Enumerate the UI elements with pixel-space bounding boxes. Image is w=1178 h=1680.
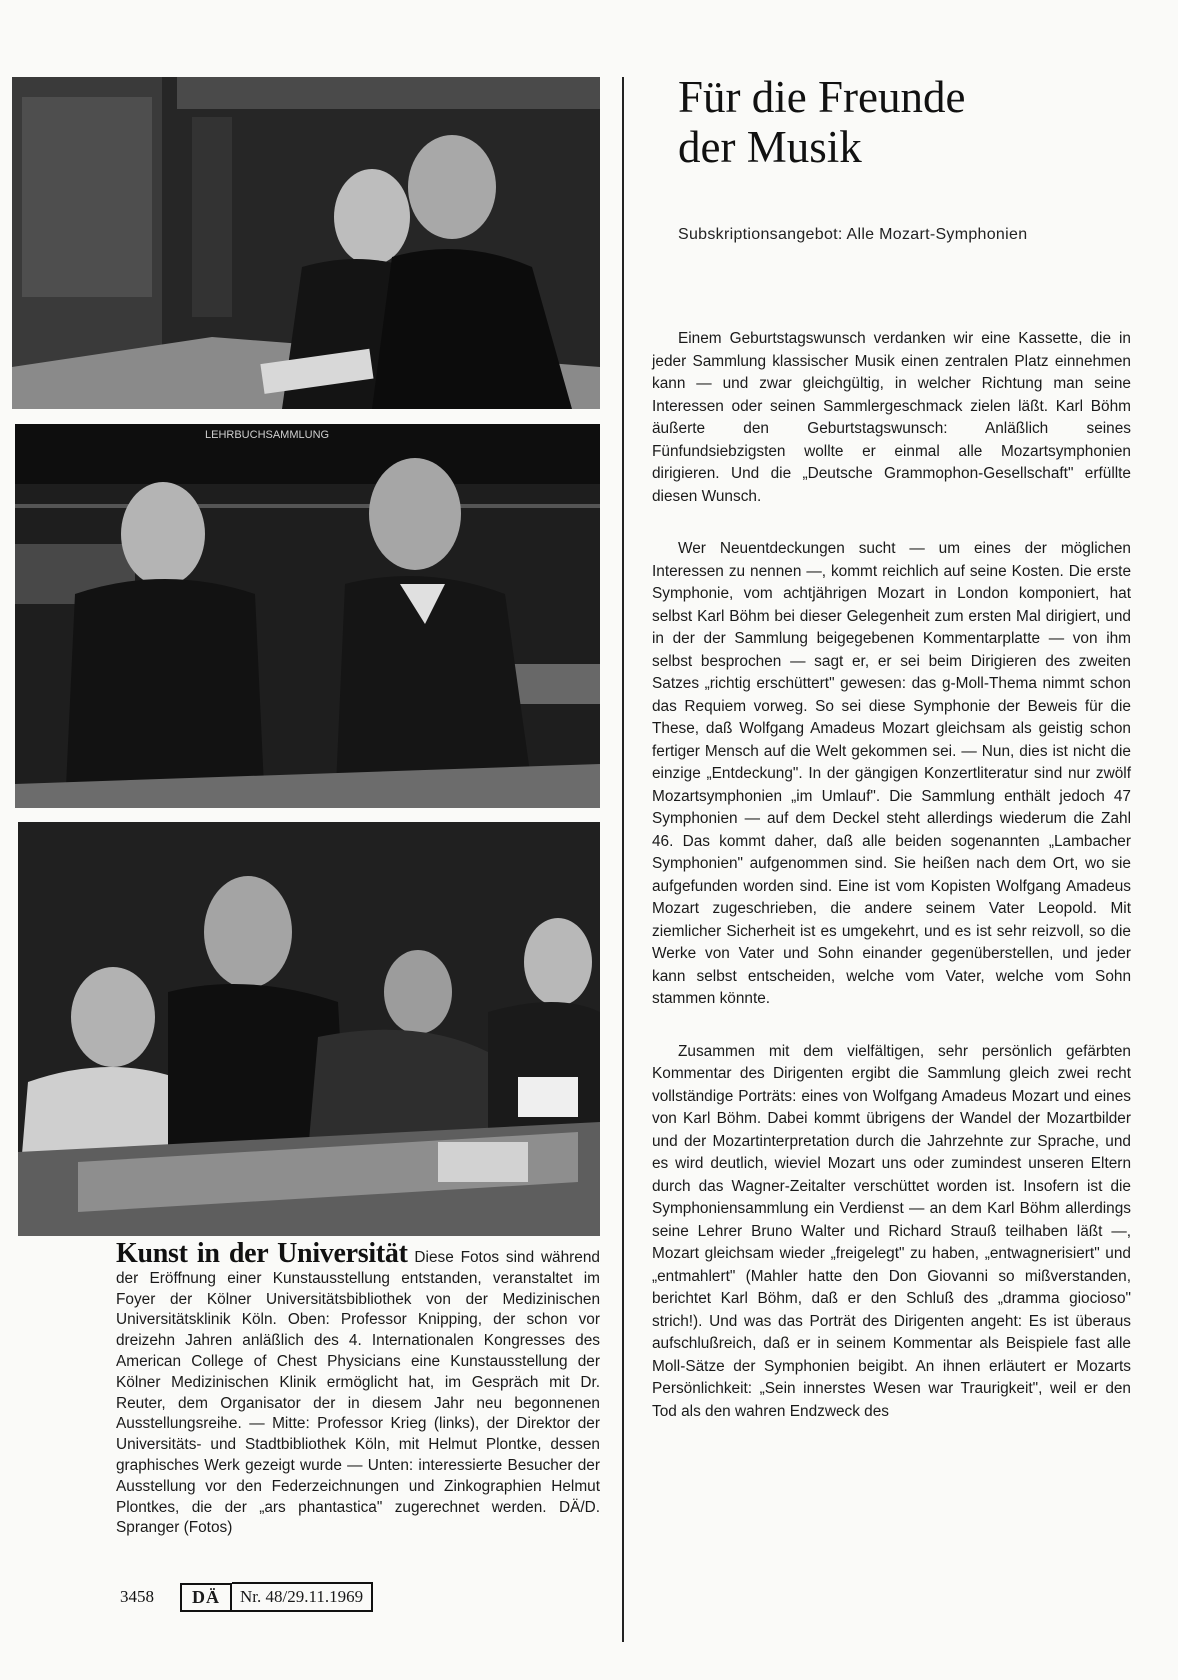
article-paragraph: Wer Neuentdeckungen sucht — um eines der möglichen Interessen zu nennen —, kommt reichlich auf seine Kosten. Die erste Symphonie, vom achtjährigen Mozart in London komponiert, hat selbst Karl Böhm bei dieser Gelegenheit zum ersten Mal dirigiert, und in der der Sammlung beigegebenen Kommentarplatte — von ihm selbst besprochen — sagt er, er sei beim Dirigieren des zweiten Satzes „richtig erschüttert" gewesen: das g-Moll-Thema nimmt schon das Requiem vorweg. So sei diese Symphonie der Beweis für die These, daß Wolfgang Amadeus Mozart gleichsam als geistig schon fertiger Mensch auf die Welt gekommen sei. — Nun, dies ist nicht die einzige „Entdeckung". In der gängigen Konzertliteratur sind nur zwölf Mozartsymphonien „im Umlauf". Die Sammlung enthält jedoch 47 Symphonien — auf dem Deckel steht allerdings wiederum die Zahl 46. Das kommt daher, daß alle beiden sogenannten „Lambacher Symphonien" aufgenommen sind. Sie heißen nach dem Ort, wo sie aufgefunden worden sind. Eine ist vom Kopisten Wolfgang Amadeus Mozart zugeschrieben, die andere seinem Vater Leopold. Mit ziemlicher Sicherheit ist es umgekehrt, und es ist sehr reizvoll, so die Werke von Vater und Sohn einander gegenüberstellen, und jeder kann selbst entscheiden, welche vom Vater, welche vom Sohn stammen könnte. (652, 540, 1131, 1007)
article-paragraph: Einem Geburtstagswunsch verdanken wir eine Kassette, die in jeder Sammlung klassischer Musik einen zentralen Platz einnehmen kann — und zwar gleichgültig, in welcher Richtung man seine Interessen oder seinen Sammlergeschmack zielen läßt. Karl Böhm äußerte den Geburtstagswunsch: Anläßlich seines Fünfundsiebzigsten wollte er einmal alle Mozartsymphonien dirigieren. Und die „Deutsche Grammophon-Gesellschaft" erfüllte diesen Wunsch. (652, 330, 1131, 505)
article-paragraph: Zusammen mit dem vielfältigen, sehr persönlich gefärbten Kommentar des Dirigenten ergibt die Sammlung gleich zwei recht vollständige Porträts: eines von Wolfgang Amadeus Mozart und eines von Karl Böhm. Dabei kommt übrigens der Wandel der Mozartbilder und der Mozartinterpretation durch die Jahrzehnte zur Sprache, und es wird deutlich, wieviel Mozart uns oder zumindest unseren Eltern durch das Wagner-Zeitalter verschüttet worden ist. Insofern ist die Symphoniensammlung ein Verdienst — an dem Karl Böhm allerdings seine Lehrer Bruno Walter und Richard Strauß teilhaben läßt —, Mozart gleichsam wieder „freigelegt" zu haben, „entwagnerisiert" und „entmahlert" (Mahler hatte den Don Giovanni so mißverstanden, berichtet Karl Böhm, daß er den Schluß des „dramma giocioso" strich!). Und was das Porträt des Dirigenten angeht: Es ist überaus aufschlußreich, daß er in seinem Kommentar als Beispiele fast alle Moll-Sätze der Symphonien beigibt. An ihnen erläutert er Mozarts Persönlichkeit: „Sein innerstes Wesen war Traurigkeit", weil er den Tod als den wahren Endzweck des (652, 1042, 1131, 1420)
journal-logo: DÄ (180, 1583, 232, 1612)
caption-text: Diese Fotos sind während der Eröffnung einer Kunstausstellung entstanden, veranstaltet im Foyer der Kölner Universitätsbibliothek von der Medizinischen Universitätsklinik Köln. Oben: Professor Knipping, der schon vor dreizehn Jahren anläßlich des 4. Internationalen Kongresses des American College of Chest Physicians eine Kunstausstellung der Kölner Medizinischen Klinik ermöglicht hat, im Gespräch mit Dr. Reuter, dem Organisator der in diesem Jahr neu begonnenen Ausstellungsreihe. — Mitte: Professor Krieg (links), der Direktor der Universitäts- und Stadtbibliothek Köln, mit Helmut Plontke, dessen graphisches Werk gezeigt wurde — Unten: interessierte Besucher der Ausstellung vor den Federzeichnungen und Zinkographien Helmut Plontkes, die der „ars phantastica" zugerechnet werden. DÄ/D. Spranger (Fotos) (116, 1249, 600, 1537)
column-divider (622, 77, 624, 1642)
page-footer (120, 1582, 373, 1612)
photo-caption (116, 1238, 600, 1539)
library-sign: LEHRBUCHSAMMLUNG (205, 429, 330, 441)
issue-info: Nr. 48/29.11.1969 (232, 1582, 373, 1612)
article-subtitle: Subskriptionsangebot: Alle Mozart-Symphonien (678, 226, 1028, 243)
article-title (678, 72, 1148, 172)
page-number: 3458 (120, 1587, 154, 1606)
article-body (652, 328, 1131, 1453)
article-title-line2: der Musik (678, 122, 862, 172)
photo-middle (15, 424, 600, 808)
article-title-line1: Für die Freunde (678, 72, 966, 122)
caption-heading: Kunst in der Universität (116, 1238, 408, 1269)
photo-bottom (18, 822, 600, 1236)
photo-top (12, 77, 600, 409)
